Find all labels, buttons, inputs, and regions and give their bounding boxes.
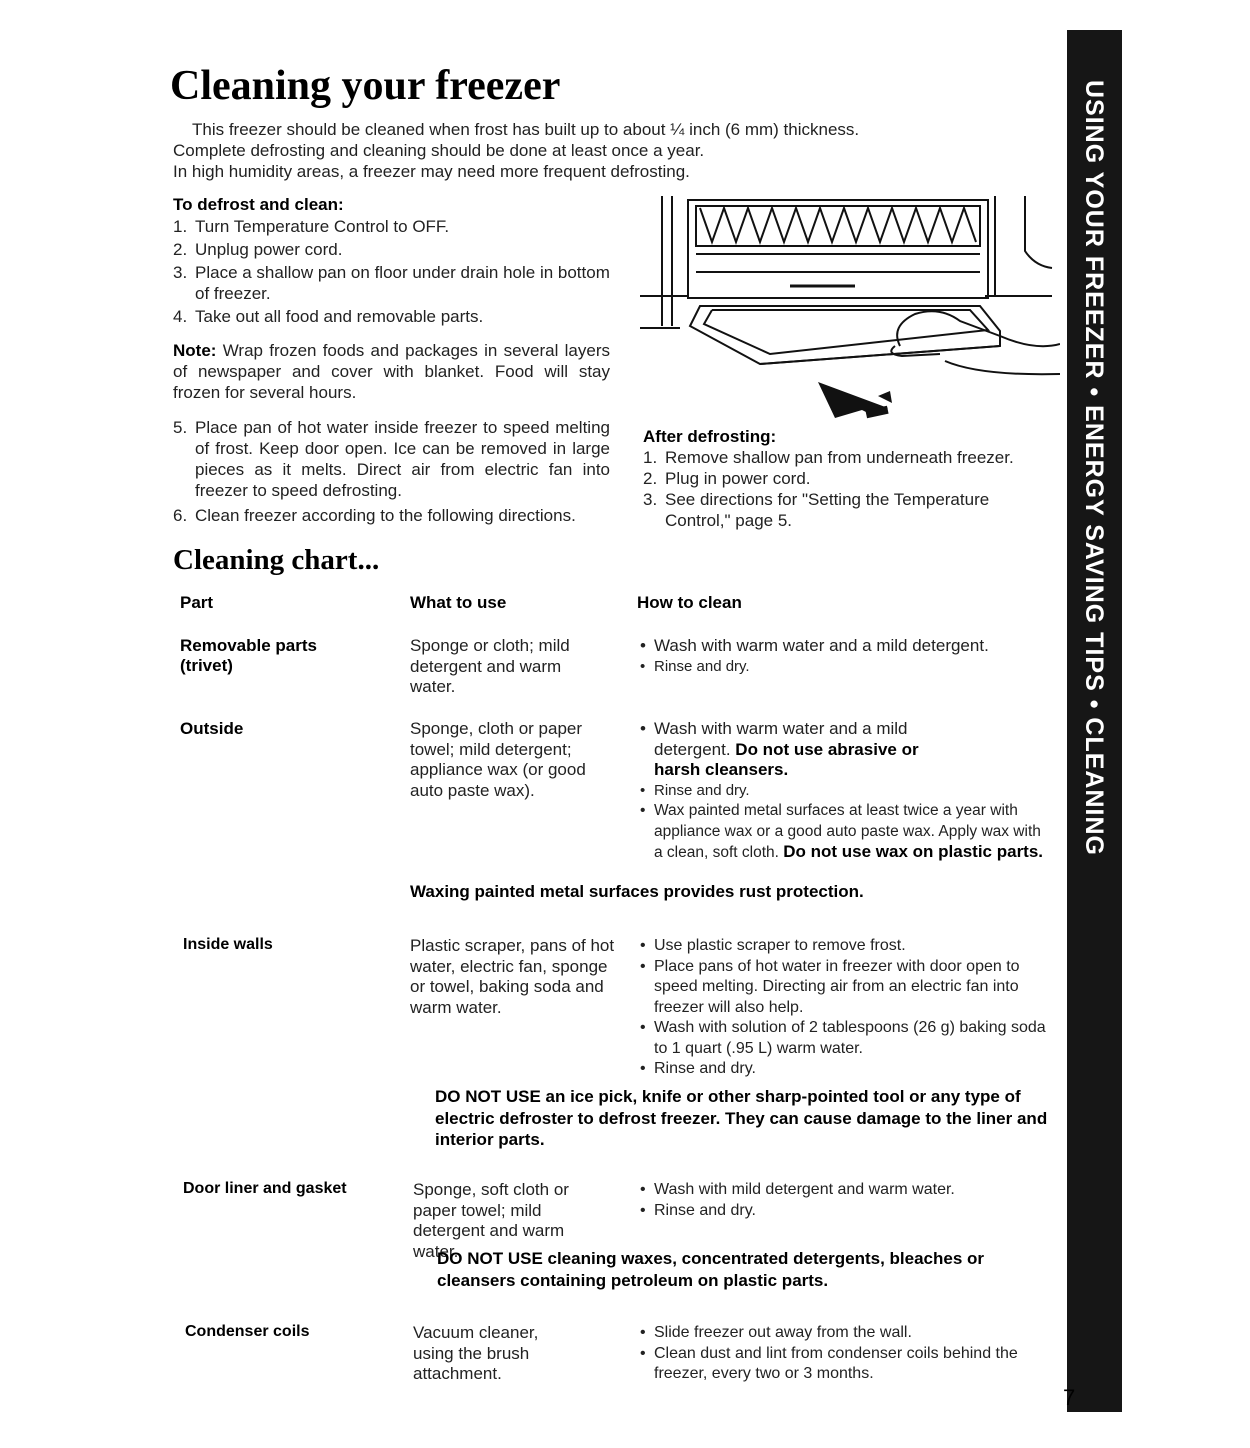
door-warning: DO NOT USE cleaning waxes, concentrated detergents, bleaches or cleansers containing petroleum on plastic parts.	[437, 1249, 984, 1290]
how-outside	[640, 719, 1050, 864]
list-item: • Wash with warm water and a mild detergent.	[640, 636, 1060, 657]
how-door-liner	[640, 1180, 1060, 1221]
list-item: • Rinse and dry.	[640, 657, 1060, 678]
after-heading: After defrosting:	[643, 427, 777, 446]
intro-text	[173, 119, 1073, 182]
list-item: • Wash with warm water and a mild detergent. Do not use abrasive or harsh cleansers.	[640, 719, 1050, 781]
list-item: 6. Clean freezer according to the following directions.	[173, 506, 576, 525]
column-header-part: Part	[180, 593, 214, 612]
part-door-liner: Door liner and gasket	[183, 1180, 347, 1197]
intro-line: Complete defrosting and cleaning should be done at least once a year.	[173, 141, 705, 160]
list-item: 2. Unplug power cord.	[173, 240, 343, 259]
what-outside: Sponge, cloth or paper towel; mild detergent; appliance wax (or good auto paste wax).	[410, 719, 586, 800]
what-door-liner: Sponge, soft cloth or paper towel; mild detergent and warm water.	[413, 1180, 569, 1261]
note-paragraph: Note: Wrap frozen foods and packages in several layers of newspaper and cover with blanket. Food will stay frozen for several hours.	[173, 341, 610, 402]
list-item: 1. Remove shallow pan from underneath freezer.	[643, 448, 1014, 467]
list-item: • Rinse and dry.	[640, 781, 1050, 802]
what-removable: Sponge or cloth; mild detergent and warm water.	[410, 636, 570, 696]
list-item: • Use plastic scraper to remove frost.	[640, 936, 1060, 957]
list-item: • Wax painted metal surfaces at least twice a year with appliance wax or a good auto paste wax. Apply wax with a clean, soft cloth. Do not use wax on plastic parts.	[640, 801, 1050, 864]
after-steps	[643, 447, 1073, 531]
list-item: 2. Plug in power cord.	[643, 469, 811, 488]
list-item: 5. Place pan of hot water inside freezer to speed melting of frost. Keep door open. Ice can be removed in large pieces as it melts. Direct air from electric fan into freezer to speed defrosting.	[173, 418, 610, 500]
how-condenser-coils	[640, 1323, 1060, 1385]
waxing-note: Waxing painted metal surfaces provides rust protection.	[410, 882, 864, 901]
column-header-how: How to clean	[637, 593, 742, 612]
intro-line: In high humidity areas, a freezer may need more frequent defrosting.	[173, 162, 690, 181]
list-item: • Wash with mild detergent and warm water.	[640, 1180, 1060, 1201]
intro-line: This freezer should be cleaned when frost has built up to about ¼ inch (6 mm) thickness.	[192, 120, 860, 139]
part-condenser-coils: Condenser coils	[185, 1323, 310, 1340]
how-removable	[640, 636, 1060, 677]
what-inside-walls: Plastic scraper, pans of hot water, electric fan, sponge or towel, baking soda and warm water.	[410, 936, 615, 1017]
list-item: • Rinse and dry.	[640, 1059, 1060, 1080]
inside-warning: DO NOT USE an ice pick, knife or other sharp-pointed tool or any type of electric defroster to defrost freezer. They can cause damage to the liner and interior parts.	[435, 1087, 1048, 1149]
note-label: Note:	[173, 341, 217, 360]
part-inside-walls: Inside walls	[183, 936, 273, 953]
defrost-section	[173, 194, 610, 526]
part-outside: Outside	[180, 719, 244, 738]
defrost-steps-continued	[173, 417, 610, 526]
list-item: 4. Take out all food and removable parts.	[173, 307, 484, 326]
part-removable: Removable parts (trivet)	[180, 636, 317, 675]
chart-title: Cleaning chart...	[173, 544, 380, 576]
list-item: • Wash with solution of 2 tablespoons (26 g) baking soda to 1 quart (.95 L) warm water.	[640, 1018, 1060, 1059]
after-defrost-section	[643, 426, 1073, 531]
list-item: 3. Place a shallow pan on floor under drain hole in bottom of freezer.	[173, 263, 610, 303]
list-item: • Rinse and dry.	[640, 1201, 1060, 1222]
list-item: 1. Turn Temperature Control to OFF.	[173, 217, 450, 236]
list-item: 3. See directions for "Setting the Temperature Control," page 5.	[643, 490, 990, 530]
what-condenser-coils: Vacuum cleaner, using the brush attachment.	[413, 1323, 539, 1383]
freezer-defrost-illustration	[640, 196, 1060, 422]
list-item: • Slide freezer out away from the wall.	[640, 1323, 1060, 1344]
defrost-heading: To defrost and clean:	[173, 195, 344, 214]
list-item: • Clean dust and lint from condenser coils behind the freezer, every two or 3 months.	[640, 1344, 1060, 1385]
defrost-steps	[173, 216, 610, 327]
list-item: • Place pans of hot water in freezer with door open to speed melting. Directing air from an electric fan into freezer will also help.	[640, 957, 1060, 1019]
how-inside-walls	[640, 936, 1060, 1080]
section-tab-label: USING YOUR FREEZER • ENERGY SAVING TIPS • CLEANING	[1080, 80, 1108, 856]
page-number: 7	[1063, 1385, 1076, 1410]
page-title: Cleaning your freezer	[170, 63, 561, 109]
column-header-what: What to use	[410, 593, 507, 612]
